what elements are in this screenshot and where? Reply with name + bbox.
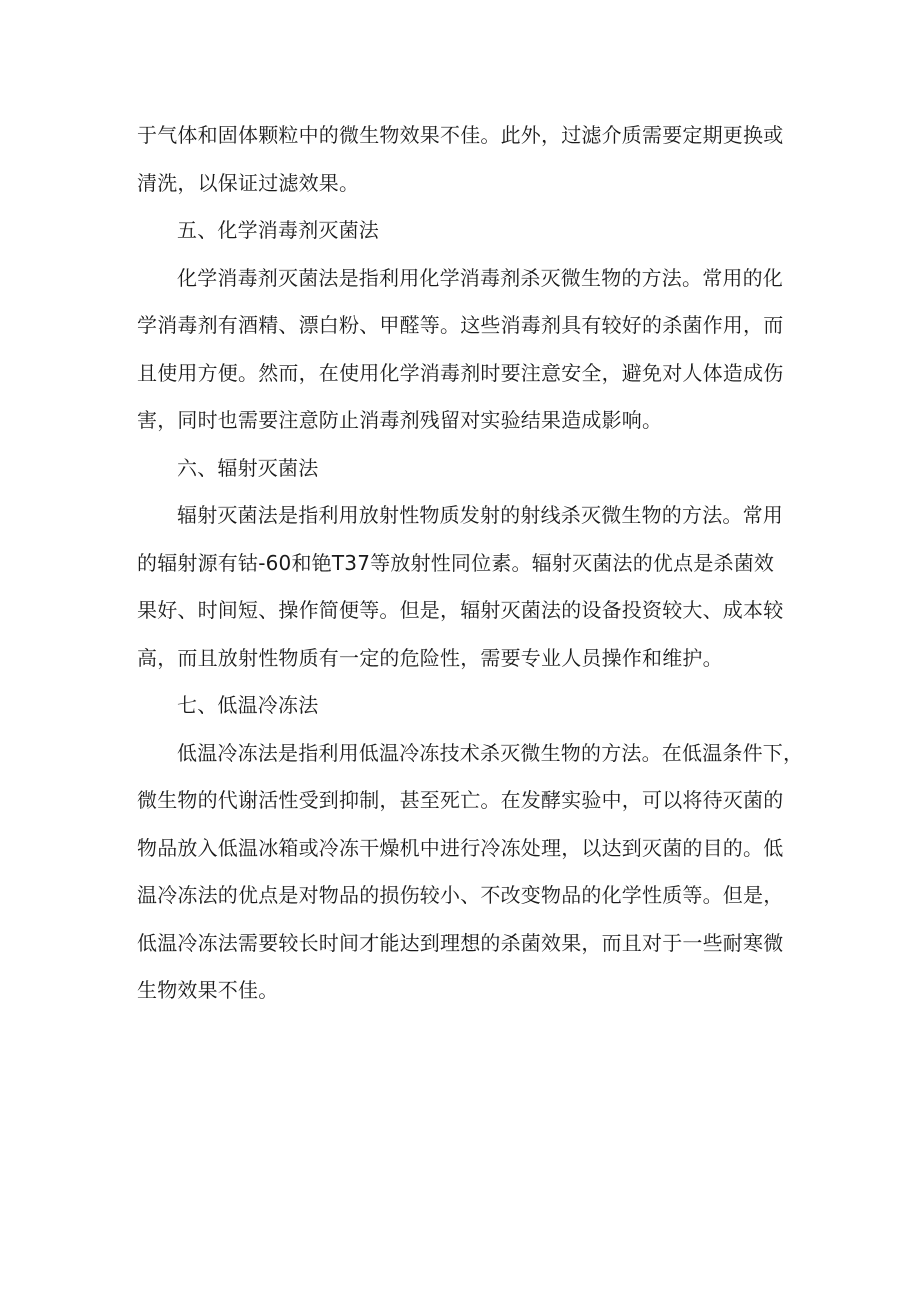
heading-text: 六、辐射灭菌法 [177, 455, 319, 480]
heading-text: 七、低温冷冻法 [177, 693, 319, 717]
paragraph-radiation [137, 492, 800, 682]
text-line: 且使用方便。然而，在使用化学消毒剂时要注意安全，避免对人体造成伤 [137, 360, 784, 385]
paragraph-chemical [137, 255, 800, 445]
text-line: 低温冷冻法需要较长时间才能达到理想的杀菌效果，而且对于一些耐寒微 [137, 930, 784, 955]
text-line: 于气体和固体颗粒中的微生物效果不佳。此外，过滤介质需要定期更换或 [137, 123, 784, 147]
text-line: 学消毒剂有酒精、漂白粉、甲醛等。这些消毒剂具有较好的杀菌作用，而 [137, 313, 784, 337]
text-line: 温冷冻法的优点是对物品的损伤较小、不改变物品的化学性质等。但是， [137, 883, 784, 907]
text-line: 化学消毒剂灭菌法是指利用化学消毒剂杀灭微生物的方法。常用的化 [177, 265, 783, 290]
text-line: 辐射灭菌法是指利用放射性物质发射的射线杀灭微生物的方法。常用 [177, 503, 783, 527]
heading-text: 五、化学消毒剂灭菌法 [177, 218, 379, 242]
text-line: 高，而且放射性物质有一定的危险性，需要专业人员操作和维护。 [137, 645, 723, 670]
paragraph-filtration-continued [137, 112, 800, 207]
paragraph-freezing [137, 730, 804, 1015]
document-body [137, 112, 804, 1015]
text-line: 的辐射源有钴-60和铯T37等放射性同位素。辐射灭菌法的优点是杀菌效 [137, 550, 775, 575]
text-line: 生物效果不佳。 [137, 978, 279, 1002]
section-heading-freezing [137, 682, 800, 730]
text-line: 害，同时也需要注意防止消毒剂残留对实验结果造成影响。 [137, 408, 663, 432]
text-line: 低温冷冻法是指利用低温冷冻技术杀灭微生物的方法。在低温条件下， [177, 740, 804, 765]
section-heading-radiation [137, 445, 800, 493]
text-line: 果好、时间短、操作简便等。但是，辐射灭菌法的设备投资较大、成本较 [137, 598, 784, 622]
text-line: 微生物的代谢活性受到抑制，甚至死亡。在发酵实验中，可以将待灭菌的 [137, 788, 784, 812]
section-heading-chemical [137, 207, 800, 255]
text-line: 清洗，以保证过滤效果。 [137, 170, 360, 195]
text-line: 物品放入低温冰箱或冷冻干燥机中进行冷冻处理，以达到灭菌的目的。低 [137, 835, 784, 860]
